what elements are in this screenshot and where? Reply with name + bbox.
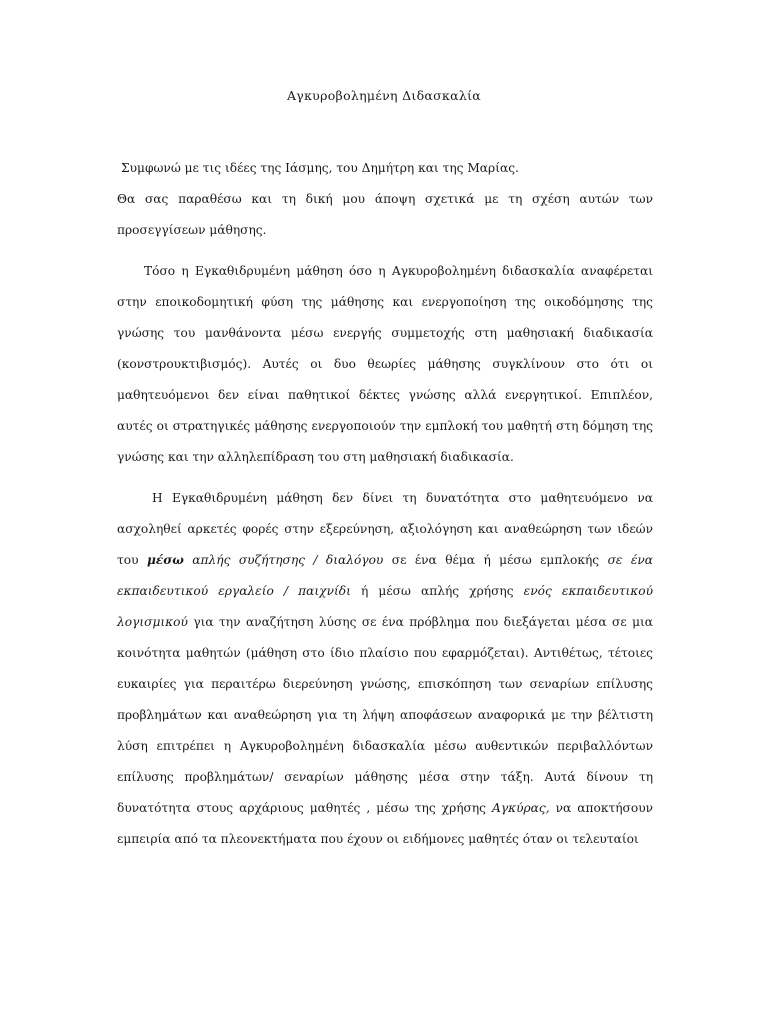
emphasis-educational-tool: σε ένα εκπαιδευτικού εργαλείο / παιχνίδι — [117, 553, 654, 598]
text-run: για την αναζήτηση λύσης σε ένα πρόβλημα που διεξάγεται μέσα σε μια κοινότητα μαθητών (μάθηση στο ίδιο πλαίσιο που εφαρμόζεται). Αντιθέτως, τέτοιες ευκαιρίες για περαιτέρω διερεύνηση γνώσης, επισκόπηση των σεναρίων επίλυσης προβλημάτων και αναθεώρηση για τη λήψη αποφάσεων αναφορικά με την βέλτιστη λύση επιτρέπει η Αγκυροβολημένη διδασκαλία μέσω αυθεντικών περιβαλλόντων επίλυσης προβλημάτων/ σεναρίων μάθησης μέσα στην τάξη. Αυτά δίνουν τη δυνατότητα στους αρχάριους μαθητές , μέσω της χρήσης — [117, 615, 654, 815]
text-run: ή μέσω απλής χρήσης — [361, 584, 514, 598]
emphasis-discussion: απλής συζήτησης / διαλόγου — [192, 553, 384, 567]
paragraph-comparison: Τόσο η Εγκαθιδρυμένη μάθηση όσο η Αγκυροβολημένη διδασκαλία αναφέρεται στην εποικοδομητική φύση της μάθησης και ενεργοποίηση της οικοδόμησης της γνώσης του μανθάνοντα μέσω ενεργής συμμετοχής στη μαθησιακή διαδικασία (κονστρουκτιβισμός). Αυτές οι δυο θεωρίες μάθησης συγκλίνουν στο ότι οι μαθητευόμενοι δεν είναι παθητικοί δέκτες γνώσης αλλά ενεργητικοί. Επιπλέον, αυτές οι στρατηγικές μάθησης ενεργοποιούν την εμπλοκή του μαθητή στη δόμηση της γνώσης και την αλληλεπίδραση του στη μαθησιακή διαδικασία. — [117, 264, 653, 464]
paragraph-situated-learning — [117, 483, 653, 855]
paragraph-intro: Θα σας παραθέσω και τη δική μου άποψη σχετικά με τη σχέση αυτών των προσεγγίσεων μάθησης. — [117, 192, 653, 237]
emphasis-anchor: Αγκύρας, — [492, 801, 550, 815]
emphasis-mesw: μέσω — [146, 553, 184, 567]
document-title: Αγκυροβολημένη Διδασκαλία — [286, 88, 482, 103]
document-body — [117, 153, 653, 855]
text-run: Η Εγκαθιδρυμένη μάθηση δεν δίνει τη δυνατότητα στο μαθητευόμενο να ασχοληθεί αρκετές φορές στην εξερεύνηση, αξιολόγηση και αναθεώρηση των ιδεών του — [117, 491, 653, 567]
emphasis-educational-software: ενός εκπαιδευτικού λογισμικού — [117, 584, 653, 629]
paragraph-agreement: Συμφωνώ με τις ιδέες της Ιάσμης, του Δημήτρη και της Μαρίας. — [121, 161, 519, 175]
text-run: να αποκτήσουν εμπειρία από τα πλεονεκτήματα που έχουν οι ειδήμονες μαθητές όταν οι τελευταίοι — [117, 801, 654, 846]
text-run: σε ένα θέμα ή μέσω εμπλοκής — [391, 553, 600, 567]
